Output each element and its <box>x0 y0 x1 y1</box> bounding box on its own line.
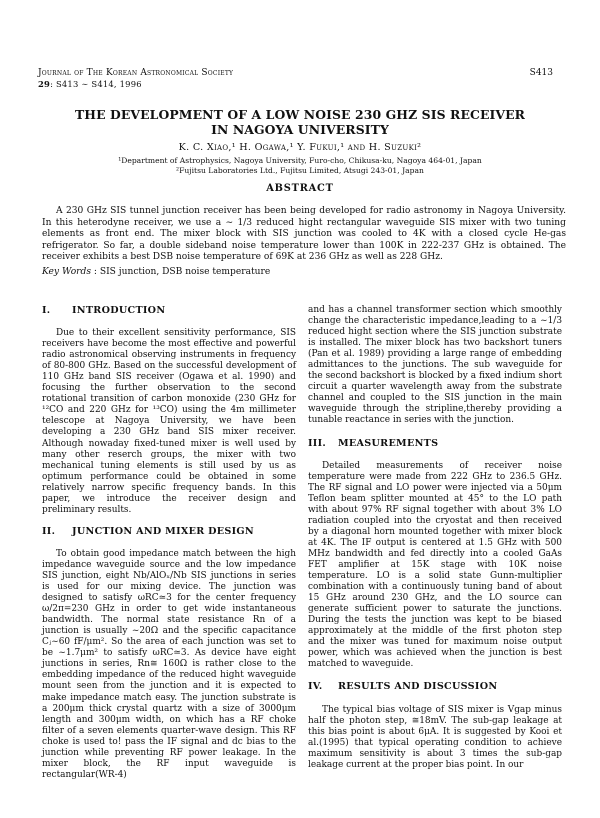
journal-header <box>38 68 233 90</box>
title-line-1: THE DEVELOPMENT OF A LOW NOISE 230 GHZ SIS RECEIVER <box>74 107 526 122</box>
section-heading-measurements <box>308 438 562 449</box>
keywords <box>42 267 562 277</box>
page-number: S413 <box>529 68 553 78</box>
junction-paragraph-continued: and has a channel transformer section which smoothly change the characteristic impedance,leading to a ∼1/3 reduced hight section where the SIS junction substrate is installed. The mixer block has two backshort tuners (Pan et al. 1989) providing a large range of embedding admittances to the junctions. The sub waveguide for the second backshort is blocked by a fixed indium short circuit a quarter wavelength away from the substrate channel and coupled to the SIS junction in the main waveguide through the stripline,thereby providing a tunable reactance in series with the junction. <box>308 305 562 426</box>
pages-year: : S413 ∼ S414, 1996 <box>50 79 142 89</box>
author-list: K. C. Xiao,¹ H. Ogawa,¹ Y. Fukui,¹ and H. Suzuki² <box>178 142 422 153</box>
journal-volume <box>38 79 233 90</box>
volume-number: 29 <box>38 79 51 89</box>
left-column <box>42 305 296 781</box>
section-heading-introduction <box>42 305 296 316</box>
section-heading-results <box>308 681 562 692</box>
affiliation-2: ²Fujitsu Laboratories Ltd., Fujitsu Limited, Atsugi 243-01, Japan <box>176 166 424 175</box>
intro-paragraph: Due to their excellent sensitivity performance, SIS receivers have become the most effective and powerful radio astronomical observing instruments in frequency of 80-800 GHz. Based on the successful development of 110 GHz band SIS receiver (Ogawa et al. 1990) and focusing the further observation to the second rotational transition of carbon monoxide (230 GHz for ¹²CO and 220 GHz for ¹³CO) using the 4m millimeter telescope at Nagoya University, we have been developing a 230 GHz band SIS mixer receiver. Although nowaday fixed-tuned mixer is well used by many other reserch groups, the mixer with two mechanical tuning elements is still used by us as optimum performance could be obtained in some relatively narrow specific frequency bands. In this paper, we introduce the receiver design and preliminary results. <box>42 328 296 515</box>
section-title: MEASUREMENTS <box>338 437 439 449</box>
measurements-paragraph: Detailed measurements of receiver noise temperature were made from 222 GHz to 236.5 GHz. The RF signal and LO power were injected via a 50μm Teflon beam splitter mounted at 45° to the LO path with about 97% RF signal together with about 3% LO radiation coupled into the cryostat and then received by a diagonal horn mounted together with mixer block at 4K. The IF output is centered at 1.5 GHz with 500 MHz bandwidth and fed directly into a cooled GaAs FET amplifier at 15K stage with 10K noise temperature. LO is a solid state Gunn-multiplier combination with a continuously tuning band of about 15 GHz around 230 GHz, and the LO source can generate sufficient power to saturate the junctions. During the tests the junction was kept to be biased approximately at the middle of the first photon step and the mixer was tuned for maximum noise output power, which was achieved when the junction is best matched to waveguide. <box>308 460 562 670</box>
junction-paragraph: To obtain good impedance match between the high impedance waveguide source and the low impedance SIS junction, eight Nb/AlOₓ/Nb SIS junctions in series is used for our mixing device. The junction was designed to satisfy ωRC≃3 for the center frequency ω/2π=230 GHz in order to get wide instantaneous bandwidth. The normal state resistance Rn of a junction is usually ∼20Ω and the specific capacitance Cⱼ∼60 fF/μm². So the area of each junction was set to be ∼1.7μm² to satisfy ωRC≃3. As device have eight junctions in series, Rn≅ 160Ω is rather close to the embedding impedance of the reduced hight waveguide mount seen from the junction and it is expected to make impedance match easy. The junction substrate is a 200μm thick crystal quartz with a size of 3000μm length and 300μm width, on which has a RF choke filter of a seven elements quarter-wave design. This RF choke is used to! pass the IF signal and dc bias to the junction while preventing RF power leakage. In the mixer block, the RF input waveguide is rectangular(WR-4) <box>42 548 296 780</box>
section-title: INTRODUCTION <box>72 305 166 316</box>
section-number: I. <box>42 305 51 316</box>
affiliations <box>40 156 560 176</box>
section-number: III. <box>308 437 327 449</box>
keywords-label: Key Words <box>42 267 91 277</box>
affiliation-1: ¹Department of Astrophysics, Nagoya University, Furo-cho, Chikusa-ku, Nagoya 464-01, Japan <box>118 156 482 165</box>
section-heading-junction <box>42 526 296 537</box>
section-number: II. <box>42 525 56 537</box>
section-title: JUNCTION AND MIXER DESIGN <box>72 525 254 537</box>
right-column <box>308 305 562 771</box>
journal-name: Journal of The Korean Astronomical Society <box>38 68 234 78</box>
keywords-text: : SIS junction, DSB noise temperature <box>93 267 271 277</box>
section-number: IV. <box>308 681 323 693</box>
abstract-heading: ABSTRACT <box>266 183 334 194</box>
paper-title <box>40 108 560 137</box>
title-line-2: IN NAGOYA UNIVERSITY <box>211 121 389 137</box>
section-title: RESULTS AND DISCUSSION <box>338 681 498 693</box>
results-paragraph: The typical bias voltage of SIS mixer is Vgap minus half the photon step, ≅18mV. The sub-gap leakage at this bias point is about 6μA. It is suggested by Kooi et al.(1995) that typical operating condition to achieve maximum sensitivity is about 3 times the sub-gap leakage current at the proper bias point. In our <box>308 704 562 770</box>
abstract-text: A 230 GHz SIS tunnel junction receiver has been being developed for radio astronomy in Nagoya University. In this heterodyne receiver, we use a ∼ 1/3 reduced hight rectangular waveguide SIS mixer with two tuning elements as front end. The mixer block with SIS junction was cooled to 4K with a closed cycle He-gas refrigerator. So far, a double sideband noise temperature lower than 100K in 222-237 GHz is obtained. The receiver exhibits a best DSB noise temperature of 69K at 236 GHz as well as 228 GHz. <box>42 206 566 263</box>
